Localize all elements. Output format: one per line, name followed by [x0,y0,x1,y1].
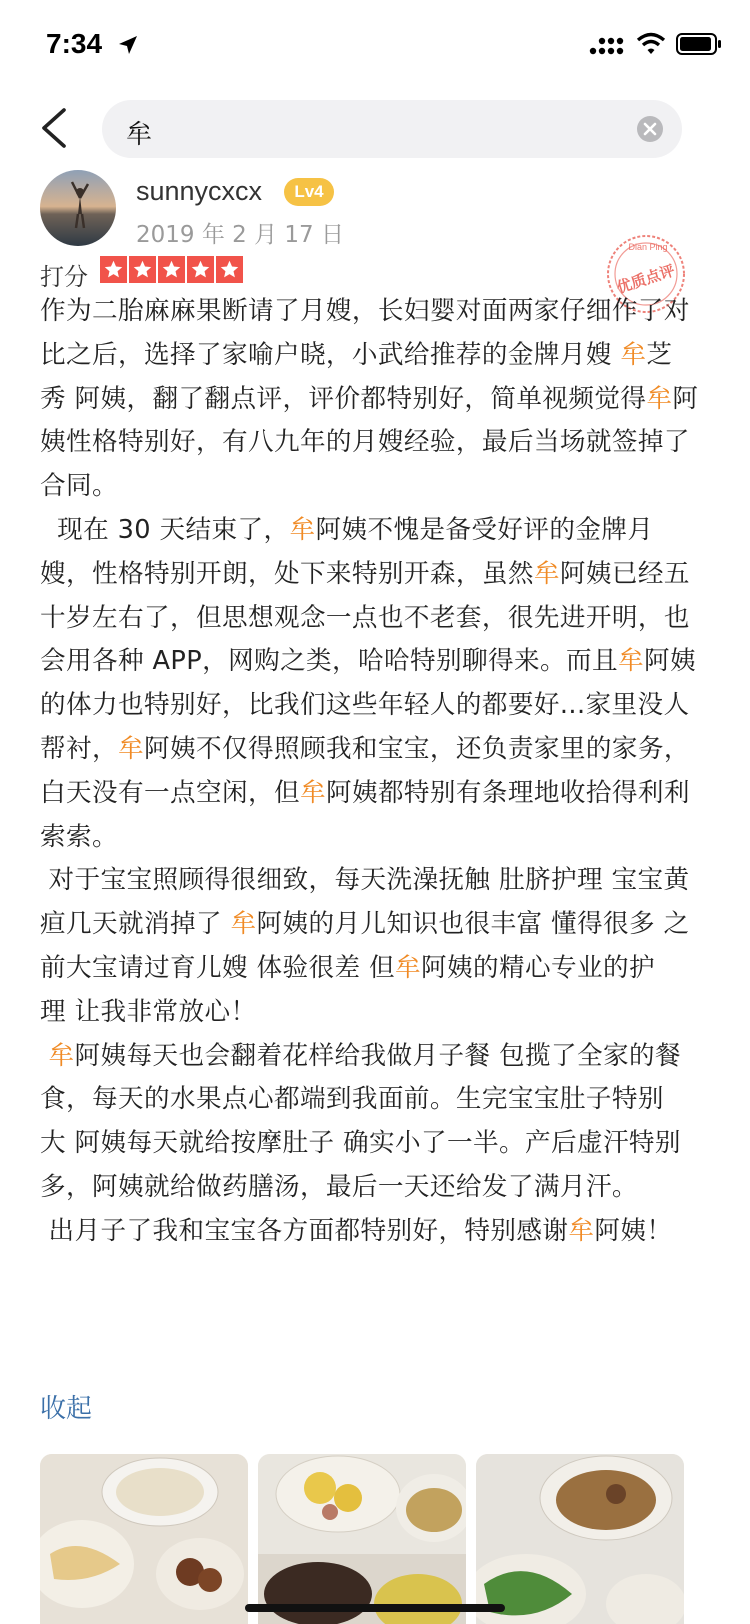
keyword-highlight: 牟 [620,339,647,370]
review-text: 对于宝宝照顾得很细致，每天洗澡抚触 肚脐护理 宝宝黄疸几天就消掉了 [40,865,690,940]
review-text: 作为二胎麻麻果断请了月嫂，长妇婴对面两家仔细作了对比之后，选择了家喻户晓，小武给推荐的金牌月嫂 [40,296,690,370]
review-paragraph [40,859,700,1034]
keyword-highlight: 牟 [395,952,421,983]
photo-strip [40,1454,690,1624]
star-icon [158,256,185,283]
review-text: 阿姨的月儿知识也很丰富 懂得很多 之前大宝请过育儿嫂 体验很差 但 [40,909,690,983]
wifi-icon [636,32,666,56]
star-icon [100,256,127,283]
home-indicator[interactable] [245,1604,505,1612]
review-text: 芝秀 阿姨，翻了翻点评，评价都特别好，简单视频觉得 [40,339,673,414]
stamp-text: 优质点评 [614,261,678,297]
keyword-highlight: 牟 [230,909,257,940]
keyword-highlight: 牟 [646,383,673,414]
keyword-highlight: 牟 [48,1040,75,1071]
review-text: 阿姨不仅得照顾我和宝宝，还负责家里的家务，白天没有一点空闲，但 [40,733,690,808]
review-text: 阿姨每天也会翻着花样给我做月子餐 包揽了全家的餐食，每天的水果点心都端到我面前。生完宝宝肚子特别大 阿姨每天就给按摩肚子 确实小了一半。产后虚汗特别多，阿姨就给做药膳汤，最后一天还给发了满月汗。 [40,1040,681,1202]
review-text: 阿姨的体力也特别好，比我们这些年轻人的都要好...家里没人帮衬， [40,646,696,764]
avatar-figure-icon [40,170,116,246]
review-text: 阿姨性格特别好，有八九年的月嫂经验，最后当场就签掉了合同。 [40,383,699,502]
review-photo[interactable] [40,1454,248,1624]
keyword-highlight: 牟 [618,646,644,677]
rating-label: 打分 [40,263,88,291]
clear-icon[interactable] [636,115,664,143]
review-text: 阿姨已经五十岁左右了，但思想观念一点也不老套，很先进开明，也会用各种 APP，网购之类，哈哈特别聊得来。而且 [40,558,690,677]
star-icon [129,256,156,283]
review-text: 阿姨！ [594,1215,673,1246]
keyword-highlight: 牟 [117,733,144,764]
review-text: 阿姨都特别有条理地收拾得利利索索。 [40,777,690,852]
review-body [40,290,700,1254]
food-photo-icon [476,1454,684,1624]
food-photo-icon [258,1454,466,1624]
signal-icon [588,34,626,56]
search-input[interactable] [102,100,682,158]
keyword-highlight: 牟 [568,1215,595,1246]
level-badge: Lv4 [284,178,334,206]
review-paragraph [40,290,700,509]
battery-icon [676,33,722,55]
username[interactable]: sunnycxcx [136,176,263,206]
review-photo[interactable] [476,1454,684,1624]
review-text: 阿姨的精心专业的护理 让我非常放心！ [40,952,655,1027]
star-icon [187,256,214,283]
avatar[interactable] [40,170,116,246]
review-date: 2019 年 2 月 17 日 [136,222,344,248]
keyword-highlight: 牟 [299,777,326,808]
star-icon [216,256,243,283]
review-photo[interactable] [258,1454,466,1624]
food-photo-icon [40,1454,248,1624]
status-time: 7:34 [46,28,103,59]
collapse-link[interactable]: 收起 [40,1394,93,1424]
back-icon[interactable] [36,106,76,150]
review-text: 现在 30 天结束了， [40,514,290,545]
review-text [40,1041,49,1071]
review-paragraph [40,1035,700,1210]
keyword-highlight: 牟 [289,514,316,545]
review-text: 出月子了我和宝宝各方面都特别好，特别感谢 [40,1215,569,1246]
review-text: 阿姨不愧是备受好评的金牌月嫂，性格特别开朗，处下来特别开森，虽然 [40,514,654,589]
review-paragraph [40,1210,700,1254]
review-paragraph [40,509,700,859]
location-arrow-icon [117,34,139,56]
search-query: 牟 [126,120,153,150]
status-bar [0,0,750,90]
star-rating [100,256,243,286]
keyword-highlight: 牟 [533,558,560,589]
stamp-subtext: Dian Ping [628,242,668,252]
